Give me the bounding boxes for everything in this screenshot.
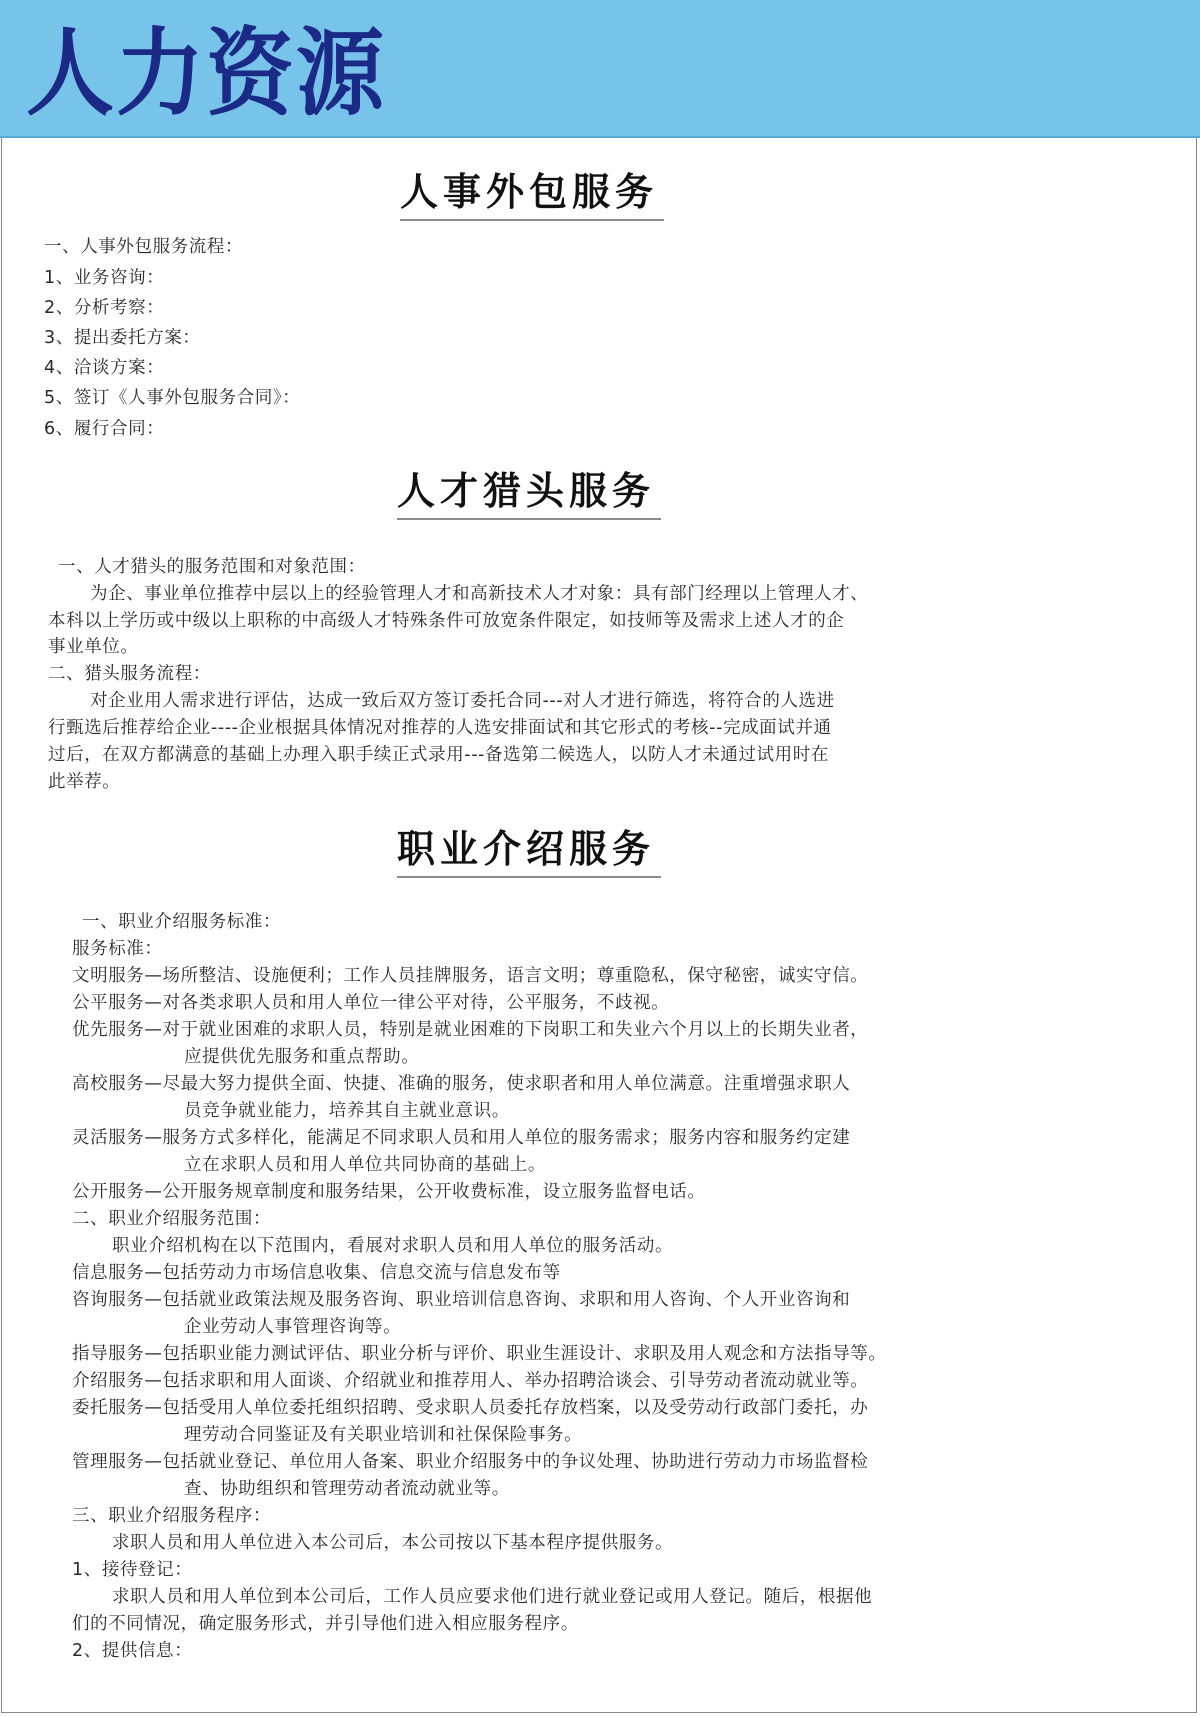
headhunting-line: 为企、事业单位推荐中层以上的经验管理人才和高新技术人才对象：具有部门经理以上管理人才、: [90, 584, 869, 604]
banner-title: 人力资源: [26, 17, 387, 129]
outsourcing-line: 5、签订《人事外包服务合同》：: [44, 388, 301, 408]
referral-line: 1、接待登记：: [72, 1560, 193, 1580]
outsourcing-line: 一、人事外包服务流程：: [44, 237, 244, 257]
referral-line: 企业劳动人事管理咨询等。: [184, 1317, 402, 1337]
referral-line: 应提供优先服务和重点帮助。: [184, 1047, 420, 1067]
referral-line: 理劳动合同鉴证及有关职业培训和社保保险事务。: [184, 1425, 583, 1445]
outsourcing-line: 6、履行合同：: [44, 419, 165, 439]
section-divider: [400, 219, 664, 221]
referral-line: 委托服务—包括受用人单位委托组织招聘、受求职人员委托存放档案，以及受劳动行政部门委托，办: [72, 1398, 869, 1418]
section-divider: [397, 876, 661, 878]
referral-line: 介绍服务—包括求职和用人面谈、介绍就业和推荐用人、举办招聘洽谈会、引导劳动者流动就业等。: [72, 1371, 869, 1391]
referral-line: 优先服务—对于就业困难的求职人员，特别是就业困难的下岗职工和失业六个月以上的长期失业者，: [72, 1020, 869, 1040]
headhunting-line: 一、人才猎头的服务范围和对象范围：: [58, 557, 366, 577]
headhunting-line: 行甄选后推荐给企业----企业根据具体情况对推荐的人选安排面试和其它形式的考核--完成面试并通: [48, 718, 832, 738]
referral-line: 职业介绍机构在以下范围内，看展对求职人员和用人单位的服务活动。: [112, 1236, 674, 1256]
headhunting-line: 本科以上学历或中级以上职称的中高级人才特殊条件可放宽条件限定，如技师等及需求上述人才的企: [48, 611, 845, 631]
referral-line: 求职人员和用人单位进入本公司后，本公司按以下基本程序提供服务。: [112, 1533, 674, 1553]
referral-line: 立在求职人员和用人单位共同协商的基础上。: [184, 1155, 546, 1175]
referral-line: 求职人员和用人单位到本公司后，工作人员应要求他们进行就业登记或用人登记。随后，根据他: [112, 1587, 873, 1607]
referral-line: 指导服务—包括职业能力测试评估、职业分析与评价、职业生涯设计、求职及用人观念和方法指导等。: [72, 1344, 887, 1364]
referral-line: 文明服务—场所整洁、设施便利；工作人员挂牌服务，语言文明；尊重隐私，保守秘密，诚实守信。: [72, 966, 869, 986]
headhunting-line: 对企业用人需求进行评估，达成一致后双方签订委托合同---对人才进行筛选，将符合的人选进: [90, 691, 835, 711]
referral-line: 三、职业介绍服务程序：: [72, 1506, 272, 1526]
referral-line: 管理服务—包括就业登记、单位用人备案、职业介绍服务中的争议处理、协助进行劳动力市场监督检: [72, 1452, 869, 1472]
referral-line: 们的不同情况，确定服务形式，并引导他们进入相应服务程序。: [72, 1614, 579, 1634]
section-title-outsourcing: 人事外包服务: [400, 170, 659, 214]
referral-line: 公开服务—公开服务规章制度和服务结果，公开收费标准，设立服务监督电话。: [72, 1182, 706, 1202]
referral-line: 服务标准：: [72, 939, 163, 959]
outsourcing-line: 1、业务咨询：: [44, 268, 165, 288]
headhunting-line: 事业单位。: [48, 637, 139, 657]
section-title-headhunting: 人才猎头服务: [397, 469, 656, 513]
headhunting-line: 二、猎头服务流程：: [48, 664, 211, 684]
headhunting-line: 过后，在双方都满意的基础上办理入职手续正式录用---备选第二候选人，以防人才未通过试用时在: [48, 745, 829, 765]
outsourcing-line: 4、洽谈方案：: [44, 358, 165, 378]
referral-line: 灵活服务—服务方式多样化，能满足不同求职人员和用人单位的服务需求；服务内容和服务约定建: [72, 1128, 851, 1148]
referral-line: 公平服务—对各类求职人员和用人单位一律公平对待，公平服务，不歧视。: [72, 993, 670, 1013]
section-divider: [397, 518, 661, 520]
referral-line: 员竞争就业能力，培养其自主就业意识。: [184, 1101, 510, 1121]
referral-line: 一、职业介绍服务标准：: [82, 912, 282, 932]
header-banner: [0, 0, 1200, 138]
referral-line: 二、职业介绍服务范围：: [72, 1209, 272, 1229]
referral-line: 信息服务—包括劳动力市场信息收集、信息交流与信息发布等: [72, 1263, 561, 1283]
referral-line: 查、协助组织和管理劳动者流动就业等。: [184, 1479, 510, 1499]
referral-line: 咨询服务—包括就业政策法规及服务咨询、职业培训信息咨询、求职和用人咨询、个人开业咨询和: [72, 1290, 851, 1310]
headhunting-line: 此举荐。: [48, 772, 121, 792]
referral-line: 2、提供信息：: [72, 1641, 193, 1661]
section-title-job-referral: 职业介绍服务: [397, 827, 656, 871]
referral-line: 高校服务—尽最大努力提供全面、快捷、准确的服务，使求职者和用人单位满意。注重增强求职人: [72, 1074, 851, 1094]
outsourcing-line: 3、提出委托方案：: [44, 328, 201, 348]
outsourcing-line: 2、分析考察：: [44, 298, 165, 318]
